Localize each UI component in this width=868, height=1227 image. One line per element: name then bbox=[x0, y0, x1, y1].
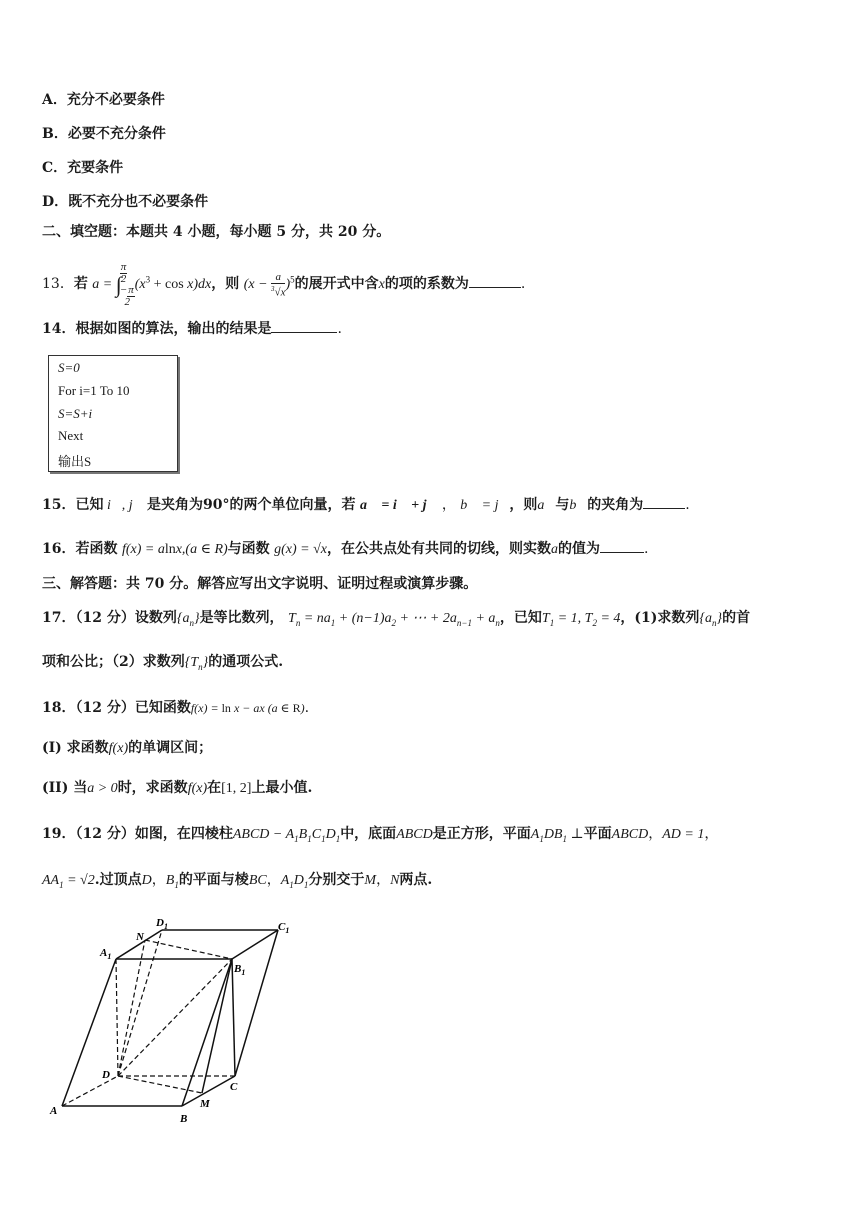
q18-interval: [1, 2] bbox=[221, 781, 252, 796]
question-18-part-1 bbox=[42, 738, 212, 759]
q15-text-1: 15．已知 bbox=[42, 497, 104, 513]
q19-n: N bbox=[390, 873, 400, 888]
q19-b1: $B_1$ bbox=[165, 873, 179, 890]
q13-text-2: ，则 bbox=[211, 276, 240, 293]
q13-text-3: 的展开式中含 bbox=[294, 276, 379, 293]
q15-vector-a-def: a⃗ = i⃗ + j⃗ bbox=[359, 498, 438, 513]
question-18-part-2 bbox=[42, 778, 312, 799]
q19-text-3: 是正方形，平面 bbox=[432, 826, 531, 842]
q17-text-6: 项和公比；（2）求数列 bbox=[42, 654, 185, 670]
q17-seq-tn: $\{T_n\}$ bbox=[184, 655, 209, 672]
q13-integral-formula: a = ∫ $\frac{\pi}{2}$ −π 2 $(x^3 + \cos x)dx$ bbox=[92, 261, 212, 308]
q16-end: . bbox=[644, 541, 649, 557]
q18-part-1-end: 的单调区间； bbox=[128, 740, 213, 756]
q15-text-5: 的夹角为 bbox=[587, 497, 644, 513]
question-17-line-2 bbox=[42, 652, 283, 677]
q15-vec-a: a⃗ bbox=[537, 498, 556, 513]
q15-text-4: 与 bbox=[555, 497, 570, 513]
question-13 bbox=[42, 262, 525, 308]
option-d: D．既不充分也不必要条件 bbox=[42, 194, 209, 210]
edge-dd1-hidden bbox=[118, 930, 162, 1076]
q16-g-def: g(x) = √x bbox=[274, 542, 327, 557]
q17-tn-def: $T_n = na_1 + (n-1)a_2$ + ⋯ + $2a_{n-1} + a_n$ bbox=[288, 611, 500, 628]
edge-bb1 bbox=[182, 959, 232, 1106]
label-b: B bbox=[180, 1113, 188, 1125]
label-c1: $C_1$ bbox=[278, 921, 290, 935]
question-16 bbox=[42, 538, 648, 560]
q18-f: f(x) bbox=[108, 741, 129, 756]
q18-part-2-mid: 时，求函数 bbox=[117, 780, 188, 796]
question-18 bbox=[42, 698, 309, 718]
option-c: C．充要条件 bbox=[42, 160, 124, 176]
q19-text-2: 中，底面 bbox=[340, 826, 397, 842]
edge-aa1 bbox=[62, 959, 116, 1106]
q19-text-8: 的平面与棱 bbox=[178, 872, 249, 888]
q16-var-a: a bbox=[551, 542, 558, 557]
q13-answer-blank[interactable] bbox=[469, 273, 521, 288]
algorithm-line-2: For i=1 To 10 bbox=[58, 383, 130, 398]
q15-text-2: 是夹角为90°的两个单位向量，若 bbox=[147, 497, 356, 513]
q17-seq-an: $\{a_n\}$ bbox=[176, 611, 200, 628]
label-m: M bbox=[200, 1098, 210, 1110]
option-a: A．充分不必要条件 bbox=[42, 92, 165, 108]
edge-cc1 bbox=[235, 930, 278, 1076]
q13-text-1: 若 bbox=[73, 276, 88, 293]
label-b1: $B_1$ bbox=[234, 963, 246, 977]
prism-figure bbox=[40, 910, 310, 1130]
q19-text-7: ， bbox=[151, 872, 166, 888]
q19-a1d1: $A_1D_1$ bbox=[280, 873, 309, 890]
q19-text-9: ， bbox=[266, 872, 281, 888]
q15-vector-b-def: b⃗ = j⃗ bbox=[460, 498, 510, 513]
q16-text-4: 的值为 bbox=[558, 541, 600, 557]
q19-plane-1: $A_1DB_1$ ⊥ bbox=[530, 827, 584, 844]
q19-plane-2: ABCD bbox=[611, 827, 649, 842]
q17-text-7: 的通项公式. bbox=[208, 654, 284, 670]
q16-text-3: ，在公共点处有共同的切线，则实数 bbox=[327, 541, 551, 557]
q19-m: M bbox=[364, 873, 377, 888]
q19-bc: BC bbox=[248, 873, 267, 888]
q19-aa1: $AA_1 = √2$ bbox=[42, 873, 95, 890]
q17-text-1: 17．（12 分）设数列 bbox=[42, 610, 177, 626]
question-15: 15．已知 i⃗, j⃗ 是夹角为90°的两个单位向量，若 a⃗ = i⃗ + j⃗ ， b⃗ = j⃗，则a⃗与b⃗的夹角为 . bbox=[42, 494, 690, 516]
algorithm-line-1: S=0 bbox=[58, 360, 80, 375]
q18-f-def: f(x) = ln x − ax (a ∈ R) bbox=[190, 701, 305, 715]
q18-cond: a > 0 bbox=[87, 781, 118, 796]
q19-text-4: 平面 bbox=[583, 826, 612, 842]
q17-text-2: 是等比数列， bbox=[199, 610, 284, 626]
q13-binomial-formula: (x − $\frac{a}{^3√x}$ )$^5$ bbox=[243, 270, 295, 299]
q13-var-x: x bbox=[378, 277, 385, 293]
algorithm-line-3: S=S+i bbox=[58, 406, 93, 421]
question-19-line-2 bbox=[42, 870, 432, 895]
q19-text-6: .过顶点 bbox=[94, 872, 142, 888]
q14-answer-blank[interactable] bbox=[271, 318, 337, 333]
q19-base: ABCD bbox=[396, 827, 433, 842]
q18-part-1-text: (I) 求函数 bbox=[42, 740, 109, 756]
q19-prism: ABCD − $A_1B_1C_1D_1$ bbox=[232, 827, 341, 844]
q19-d: D bbox=[141, 873, 152, 888]
edge-b1m bbox=[202, 959, 232, 1093]
q17-given: $T_1 = 1$, $T_2 = 4$ bbox=[541, 611, 621, 628]
label-n: N bbox=[136, 931, 144, 943]
q16-answer-blank[interactable] bbox=[600, 538, 644, 553]
q19-text-5: ， bbox=[648, 826, 663, 842]
label-d: D bbox=[102, 1069, 110, 1081]
q13-number: 13． bbox=[42, 276, 74, 293]
q18-end: . bbox=[304, 700, 310, 716]
q17-text-5: 的首 bbox=[722, 610, 751, 626]
label-c: C bbox=[230, 1081, 238, 1093]
label-a: A bbox=[50, 1105, 58, 1117]
q17-text-3: ，已知 bbox=[499, 610, 542, 626]
question-14 bbox=[42, 318, 342, 339]
q13-end: . bbox=[520, 276, 526, 293]
q19-text-11: ， bbox=[376, 872, 391, 888]
option-b: B．必要不充分条件 bbox=[42, 126, 166, 142]
algorithm-box bbox=[48, 355, 178, 472]
q19-text-12: 两点. bbox=[399, 872, 433, 888]
q14-text: 14．根据如图的算法，输出的结果是 bbox=[42, 321, 272, 337]
q19-text-1: 19．（12 分）如图，在四棱柱 bbox=[42, 826, 233, 842]
q15-answer-blank[interactable] bbox=[643, 494, 685, 509]
q18-part-2-end: 上最小值. bbox=[251, 780, 313, 796]
q15-vec-b: b⃗ bbox=[569, 498, 588, 513]
q18-text-1: 18．（12 分）已知函数 bbox=[42, 700, 191, 716]
q15-text-3: ，则 bbox=[509, 497, 538, 513]
section-solve-heading: 三、解答题：共 70 分。解答应写出文字说明、证明过程或演算步骤。 bbox=[42, 576, 478, 592]
section-fill-in-heading: 二、填空题：本题共 4 小题，每小题 5 分，共 20 分。 bbox=[42, 224, 391, 240]
edge-b1c bbox=[232, 959, 235, 1076]
edge-da1-hidden bbox=[116, 959, 118, 1076]
q17-text-4: ，(1)求数列 bbox=[620, 610, 700, 626]
label-a1: $A_1$ bbox=[100, 947, 112, 961]
question-19-line-1: 19．（12 分）如图，在四棱柱ABCD − $A_1B_1C_1D_1$中，底面ABCD是正方形，平面$A_1DB_1$ ⊥平面ABCD，AD = 1， bbox=[42, 826, 719, 844]
q15-end: . bbox=[685, 497, 690, 513]
question-17-line-1 bbox=[42, 608, 750, 633]
q16-text-2: 与函数 bbox=[227, 541, 270, 557]
label-d1: $D_1$ bbox=[156, 917, 168, 931]
algorithm-line-5: 输出S bbox=[58, 454, 92, 469]
q15-vectors-ij: i⃗, j⃗ bbox=[103, 498, 148, 513]
q14-end: . bbox=[337, 321, 342, 337]
q18-part-2-mid2: 在 bbox=[207, 780, 222, 796]
q18-f-2: f(x) bbox=[187, 781, 208, 796]
q13-text-4: 的项的系数为 bbox=[384, 276, 469, 293]
edge-dn-hidden bbox=[118, 940, 145, 1076]
q16-text-1: 16．若函数 bbox=[42, 541, 118, 557]
q16-f-def: f(x) = alnx,(a ∈ R) bbox=[121, 542, 228, 557]
q19-ad: AD = 1 bbox=[662, 827, 705, 842]
algorithm-line-4: Next bbox=[58, 428, 84, 443]
q19-text-10: 分别交于 bbox=[308, 872, 365, 888]
q18-part-2-text: (II) 当 bbox=[42, 780, 88, 796]
q17-seq-an-2: $\{a_n\}$ bbox=[699, 611, 723, 628]
